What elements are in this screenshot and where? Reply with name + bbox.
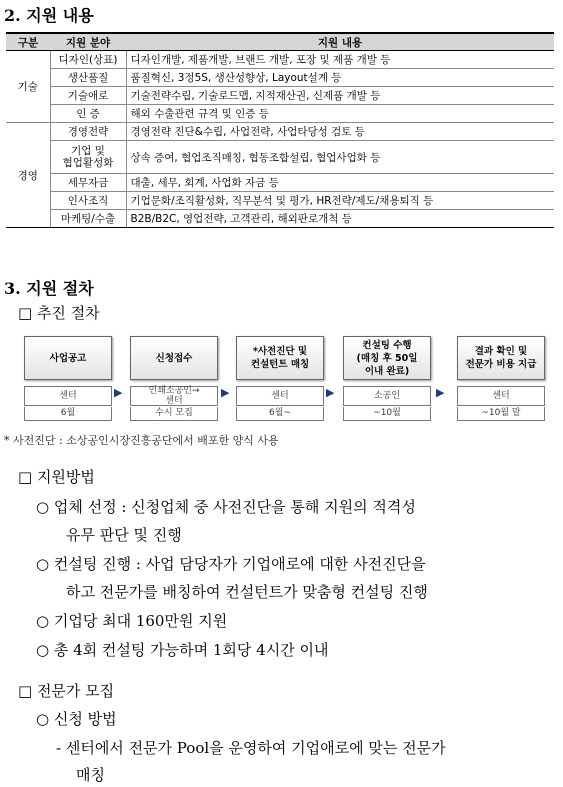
step-5-box: 결과 확인 및 전문가 비용 지급 [457, 336, 545, 380]
step-1-when: 6월 [24, 407, 112, 421]
field-cell: 세무자금 [50, 174, 126, 192]
field-cell: 마케팅/수출 [50, 210, 126, 228]
field-cell: 경영전략 [50, 123, 126, 141]
header-content: 지원 내용 [126, 33, 554, 51]
field-cell: 디자인(상표) [50, 51, 126, 69]
content-cell: B2B/B2C, 영업전략, 고객관리, 해외판로개척 등 [126, 210, 554, 228]
experts-dash-item: - 센터에서 전문가 Pool을 운영하여 기업애로에 맞는 전문가 [56, 739, 446, 757]
table-row [6, 192, 554, 210]
step-2-when: 수시 모집 [130, 407, 218, 421]
arrow-icon: ▶ [114, 386, 123, 399]
table-row [6, 174, 554, 192]
step-1-who: 센터 [24, 386, 112, 406]
method-item-2-cont: 하고 전문가를 배칭하여 컨설턴트가 맞춤형 컨설팅 진행 [66, 583, 428, 601]
table-row [6, 141, 554, 174]
step-5-when: ~10월 말 [457, 407, 545, 421]
content-cell: 상속 증여, 협업조직매칭, 협동조합설립, 협업사업화 등 [126, 141, 554, 174]
table-row [6, 123, 554, 141]
arrow-icon: ▶ [326, 386, 335, 399]
method-item-3: ○ 기업당 최대 160만원 지원 [36, 612, 228, 630]
category-tech: 기술 [6, 51, 50, 123]
field-cell: 인 증 [50, 105, 126, 123]
table-row [6, 51, 554, 69]
procedure-note: * 사전진단 : 소상공인시장진흥공단에서 배포한 양식 사용 [4, 434, 279, 447]
table-row [6, 87, 554, 105]
experts-sub: ○ 신청 방법 [36, 710, 117, 728]
content-cell: 디자인개발, 제품개발, 브랜드 개발, 포장 및 제품 개발 등 [126, 51, 554, 69]
table-row [6, 105, 554, 123]
field-cell: 생산품질 [50, 69, 126, 87]
experts-heading: □ 전문가 모집 [18, 682, 115, 700]
method-item-1-cont: 유무 판단 및 진행 [66, 526, 182, 544]
content-cell: 경영전략 진단&수립, 사업전략, 사업타당성 검토 등 [126, 123, 554, 141]
content-cell: 대출, 세무, 회계, 사업화 자금 등 [126, 174, 554, 192]
method-item-1: ○ 업체 선정 : 신청업체 중 사전진단을 통해 지원의 적격성 [36, 498, 416, 516]
step-3-who: 센터 [236, 386, 324, 406]
arrow-icon: ▶ [221, 386, 230, 399]
content-cell: 품질혁신, 3정5S, 생산성향상, Layout설계 등 [126, 69, 554, 87]
content-cell: 기술전략수립, 기술로드맵, 지적재산권, 신제품 개발 등 [126, 87, 554, 105]
field-cell: 기업 및 협업활성화 [50, 141, 126, 174]
table-row [6, 69, 554, 87]
content-cell: 기업문화/조직활성화, 직무분석 및 평가, HR전략/제도/채용퇴직 등 [126, 192, 554, 210]
step-1-box: 사업공고 [24, 336, 112, 380]
experts-dash-item-cont: 매칭 [76, 766, 105, 784]
step-5-who: 센터 [457, 386, 545, 406]
arrow-icon: ▶ [436, 386, 445, 399]
field-cell: 인사조직 [50, 192, 126, 210]
step-4-box: 컨설팅 수행 (매칭 후 50일 이내 완료) [343, 336, 431, 380]
header-category: 구분 [6, 33, 50, 51]
step-3-when: 6월~ [236, 407, 324, 421]
field-cell: 기술애로 [50, 87, 126, 105]
method-item-4: ○ 총 4회 컨설팅 가능하며 1회당 4시간 이내 [36, 641, 329, 659]
section-3-title: 3. 지원 절차 [4, 279, 94, 298]
table-header-row [6, 33, 554, 51]
procedure-heading: □ 추진 절차 [18, 304, 100, 322]
content-cell: 해외 수출관련 규격 및 인증 등 [126, 105, 554, 123]
header-field: 지원 분야 [50, 33, 126, 51]
section-2-title: 2. 지원 내용 [4, 6, 94, 25]
step-3-box: *사전진단 및 컨설턴트 매칭 [236, 336, 324, 380]
step-4-when: ~10월 [343, 407, 431, 421]
category-management: 경영 [6, 123, 50, 228]
method-heading: □ 지원방법 [18, 468, 95, 486]
method-item-2: ○ 컨설팅 진행 : 사업 담당자가 기업애로에 대한 사전진단을 [36, 555, 426, 573]
step-4-who: 소공인 [343, 386, 431, 406]
support-content-table [6, 32, 554, 228]
step-2-box: 신청접수 [130, 336, 218, 380]
table-row [6, 210, 554, 228]
step-2-who: 인쇄소공인→ 센터 [130, 386, 218, 406]
